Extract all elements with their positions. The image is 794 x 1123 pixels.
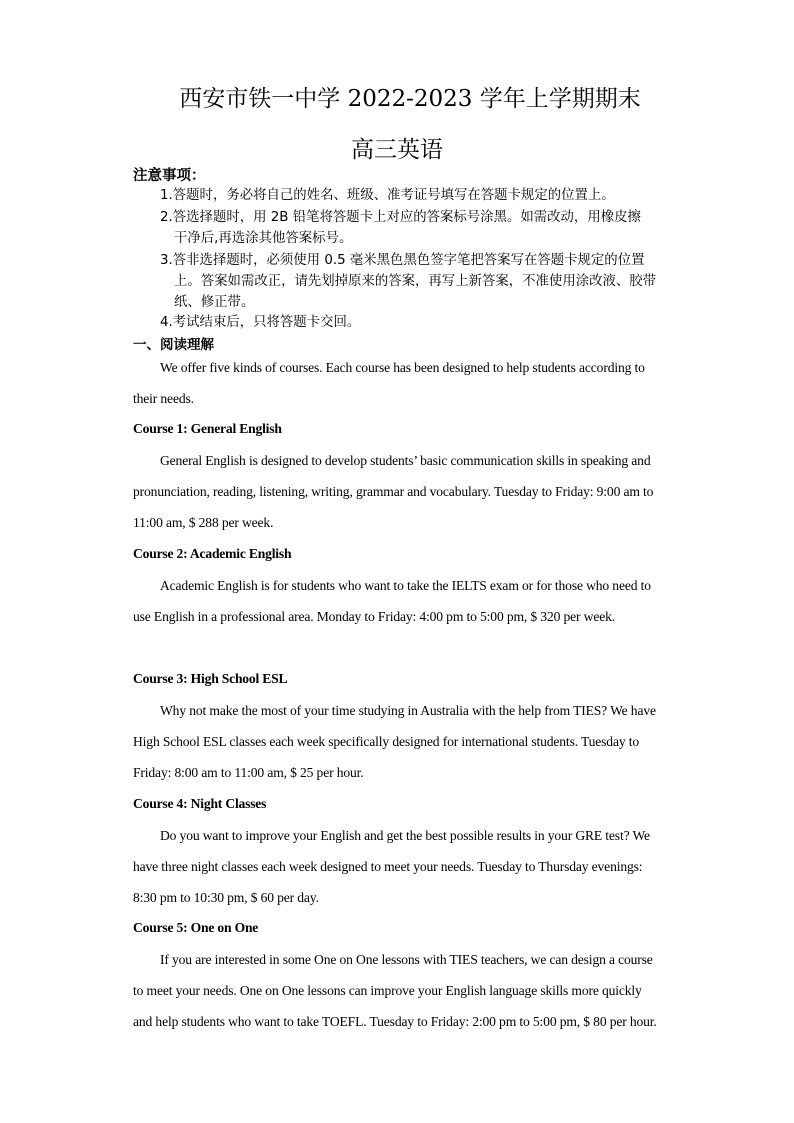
course-2-heading: Course 2: Academic English [133,546,292,561]
course-3-text: Why not make the most of your time studying in Australia with the help from TIES? We have High School ESL classes each week specifically designed for international students. Tuesday to Friday: 8:00 am to 11:00 am, $ 25 per hour. [133,703,656,780]
note-number: 4. [160,315,173,330]
course-1-heading: Course 1: General English [133,421,282,436]
course-5-heading: Course 5: One on One [133,920,259,935]
exam-subtitle: 高三英语 [351,137,443,163]
note-text: 答选择题时，用 2B 铅笔将答题卡上对应的答案标号涂黑。如需改动，用橡皮擦 [172,210,641,225]
course-5-description [133,944,663,1037]
course-4-heading: Course 4: Night Classes [133,796,267,811]
course-4-description [133,820,663,913]
intro-paragraph [133,352,663,414]
note-text: 考试结束后，只将答题卡交回。 [172,315,361,330]
course-1-description [133,445,663,538]
note-number: 3. [160,253,173,268]
note-item-1 [160,185,666,206]
course-3-description [133,695,663,788]
note-text-continued: 干净后,再选涂其他答案标号。 [174,231,353,246]
course-1-text: General English is designed to develop students’ basic communication skills in speaking and pronunciation, reading, listening, writing, grammar and vocabulary. Tuesday to Friday: 9:00 am to 11:00 am, $ 288 per week. [133,453,654,530]
note-item-2 [160,207,666,249]
section-title: 一、阅读理解 [133,337,214,353]
exam-title: 西安市铁一中学 2022-2023 学年上学期期末 [179,86,641,112]
note-number: 2. [160,210,173,225]
course-2-text: Academic English is for students who want to take the IELTS exam or for those who need to use English in a professional area. Monday to Friday: 4:00 pm to 5:00 pm, $ 320 per week. [133,578,651,624]
note-text: 答题时，务必将自己的姓名、班级、准考证号填写在答题卡规定的位置上。 [172,188,615,203]
note-item-4 [160,312,666,333]
note-text-continued: 上。答案如需改正，请先划掉原来的答案，再写上新答案，不准使用涂改液、胶带纸、修正带。 [174,274,657,310]
course-4-text: Do you want to improve your English and get the best possible results in your GRE test? We have three night classes each week designed to meet your needs. Tuesday to Thursday evenings: 8:30 pm to 10:30 pm, $ 60 per day. [133,828,650,905]
course-5-text: If you are interested in some One on One lessons with TIES teachers, we can design a course to meet your needs. One on One lessons can improve your English language skills more quickly and help students who want to take TOEFL. Tuesday to Friday: 2:00 pm to 5:00 pm, $ 80 per hour. [133,952,657,1029]
note-text: 答非选择题时，必须使用 0.5 毫米黑色黑色签字笔把答案写在答题卡规定的位置 [172,253,645,268]
note-item-3 [160,250,666,313]
course-2-description [133,570,663,632]
intro-text: We offer five kinds of courses. Each course has been designed to help students according to their needs. [133,360,645,406]
note-number: 1. [160,188,173,203]
course-3-heading: Course 3: High School ESL [133,671,288,686]
notes-heading: 注意事项： [133,168,206,184]
